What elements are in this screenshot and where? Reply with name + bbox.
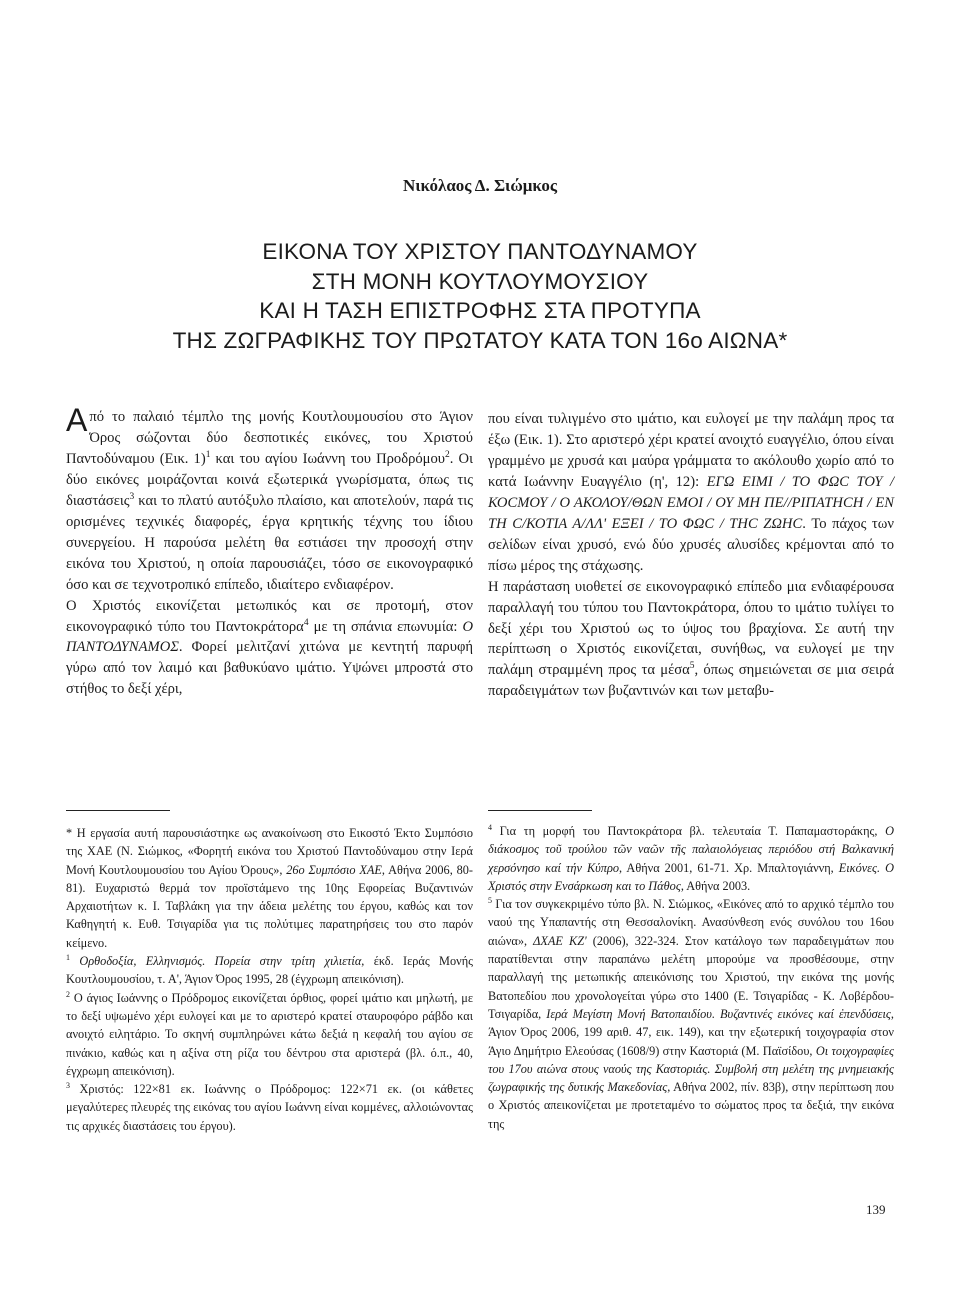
footnotes-right — [488, 822, 894, 1133]
text-run: πό το παλαιό τέμπλο της μονής Κουτλουμουσίου στο Άγιον Όρος σώζονται δύο δεσποτικές εικόνες, του Χριστού Παντοδύναμου (Εικ. 1) — [66, 409, 473, 467]
text-run: , Αθήνα 2003. — [680, 878, 751, 893]
drop-cap: Α — [66, 402, 88, 438]
text-run: . Φορεί μελιτζανί χιτώνα με κεντητή παρυφή γύρω από τον λαιμό και βαθυκύανο ιμάτιο. Υψώνει μπροστά στο στήθος το δεξί χέρι, — [66, 639, 473, 698]
text-run: Εικόνες. Ο Χριστός στην Ενσάρκωση και το Πάθος — [488, 860, 895, 893]
footnote-rule — [66, 810, 170, 811]
epithet: Ο ΠΑΝΤΟΔΥΝΑΜΟΣ — [66, 618, 473, 656]
text-run: ΔΧΑΕ ΚΖ' — [533, 933, 587, 948]
text-run: , Αθήνα 2002, πίν. 83β), στην περίπτωση που ο Χριστός απεικονίζεται με προτεταμένο το σώματος προς τα δεξιά, την εικόνα της — [488, 1080, 894, 1131]
text-run: 26ο Συμπόσιο ΧΑΕ — [286, 862, 382, 877]
paragraph — [66, 402, 473, 596]
footnote — [66, 952, 473, 989]
text-run: * Η εργασία αυτή παρουσιάστηκε ως ανακοίνωση στο Εικοστό Έκτο Συμπόσιο της ΧΑΕ (Ν. Σιώμκος, «Φορητή εικόνα του Χριστού Παντοδύναμου στην Ιερά Μονή Κουτλουμουσίου του Αγίου Όρους», — [66, 826, 473, 877]
text-run: και του αγίου Ιωάννη του Προδρόμου — [210, 450, 446, 467]
footnote-number: 2 — [66, 989, 70, 999]
footnote-number: 1 — [66, 952, 70, 962]
text-run: Ορθοδοξία, Ελληνισμός. Πορεία στην τρίτη χιλιετία — [70, 954, 362, 969]
text-run: , Αθήνα 2006, 80-81). Ευχαριστώ θερμά τον προϊστάμενο της 10ης Εφορείας Βυζαντινών Αρχαιοτήτων κ. Ι. Ταβλάκη για την άδεια μελέτης του έργου, καθώς και τον Καθηγητή κ. Ευθ. Τσιγαρίδα για τις πολύτιμες παρατηρήσεις του στο παρόν κείμενο. — [66, 862, 473, 950]
body-column-left — [66, 402, 473, 700]
title-line: ΕΙΚΟΝΑ ΤΟΥ ΧΡΙΣΤΟΥ ΠΑΝΤΟΔΥΝΑΜΟΥ — [262, 239, 698, 264]
text-run: . Οι δύο εικόνες μοιράζονται κοινά εξωτερικά γνωρίσματα, όπως τις διαστάσεις — [66, 450, 473, 509]
footnote-ref: 3 — [129, 491, 135, 502]
text-run: . Το πάχος των σελίδων είναι χρυσό, ενώ δύο χρυσές αλυσίδες κρέμονται από το πίσω μέρος της στάχωσης. — [488, 515, 895, 574]
article-title — [0, 237, 960, 355]
footnote-number: 5 — [488, 896, 492, 906]
author-name: Νικόλαος Δ. Σιώμκος — [402, 176, 558, 195]
text-run: Ο άγιος Ιωάννης ο Πρόδρομος εικονίζεται όρθιος, φορεί ιμάτιο και μηλωτή, με το δεξί υψωμένο χέρι ευλογεί και με το αριστερό κρατεί σταυροφόρο ράβδο και ανοιχτό ειλητάριο. Το σκηνή συμπληρώνει κάτω δεξιά η κεφαλή του αγίου σε πινάκιο, καθώς και η αξίνα στη ρίζα του δέντρου στα αριστερά (βλ. ό.π., 40, έγχρωμη απεικόνιση). — [66, 990, 473, 1078]
footnote — [66, 1080, 473, 1135]
paragraph — [66, 596, 473, 701]
text-run: Ο Χριστός εικονίζεται μετωπικός και σε προτομή, στον εικονογραφικό τύπο του Παντοκράτορα — [66, 597, 473, 635]
footnote-number: 4 — [488, 822, 492, 832]
footnote-ref: 2 — [445, 450, 450, 461]
text-run: με τη σπάνια επωνυμία: — [308, 618, 463, 635]
footnote — [488, 822, 894, 895]
title-line: ΚΑΙ Η ΤΑΣΗ ΕΠΙΣΤΡΟΦΗΣ ΣΤΑ ΠΡΟΤΥΠΑ — [259, 298, 701, 323]
body-column-right — [488, 409, 894, 702]
footnote — [66, 824, 473, 952]
text-run: Οι τοιχογραφίες του 17ου αιώνα στους ναούς της Καστοριάς. Συμβολή στη μελέτη της μνημειακής ζωγραφικής της δυτικής Μακεδονίας — [488, 1043, 894, 1095]
footnote-ref: 5 — [689, 661, 695, 672]
text-run: , Άγιον Όρος 2006, 199 αριθ. 47, εικ. 149), και την εξωτερική τοιχογραφία στον Άγιο Δημήτριο Ελεούσας (1608/9) στην Καστοριά (Μ. Παϊσίδου, — [488, 1006, 894, 1058]
footnote — [488, 895, 894, 1133]
text-run: (2006), 322-324. Στον κατάλογο των παραδειγμάτων που παρατίθενται στην παραπάνω μελέτη μπορούμε να προσθέσουμε, στην παραλλαγή της μετωπικής απεικόνισης του Χριστού, την εικόνα της μονής Βατοπεδίου που χρονολογείται γύρω στο 1400 (Ε. Τσιγαρίδας - Κ. Λοβέρδου-Τσιγαρίδα, — [488, 933, 895, 1021]
footnote-rule — [488, 810, 592, 811]
footnote-ref: 4 — [303, 617, 309, 628]
text-run: Ο διάκοσμος τοῦ τρούλου τῶν ναῶν τῆς παλαιολόγειας περιόδου στή Βαλκανική χερσόνησο καί τήν Κύπρο — [488, 824, 894, 875]
gospel-inscription: ΕΓΩ ΕΙΜΙ / ΤΟ ΦΩC ΤΟΥ / ΚΟCΜΟΥ / Ο ΑΚΟΛΟΥ/ΘΩΝ ΕΜΟΙ / ΟΥ ΜΗ ΠΕ//ΡΙΠΑΤΗCΗ / ΕΝ ΤΗ C/ΚΟΤΙΑ Α/ΛΛ' ΕΞΕΙ / ΤΟ ΦΩC / ΤΗC ΖΩΗC — [488, 473, 895, 532]
text-run: , όπως σημειώνεται σε μια σειρά παραδειγμάτων των βυζαντινών και των μεταβυ- — [488, 662, 894, 700]
text-run: , έκδ. Ιεράς Μονής Κουτλουμουσίου, τ. Α', Άγιον Όρος 1995, 28 (έγχρωμη απεικόνιση). — [66, 954, 473, 987]
title-line: ΣΤΗ ΜΟΝΗ ΚΟΥΤΛΟΥΜΟΥΣΙΟΥ — [311, 268, 649, 294]
text-run: που είναι τυλιγμένο στο ιμάτιο, και ευλογεί με την παλάμη προς τα έξω (Εικ. 1). Στο αριστερό χέρι κρατεί ανοιχτό ευαγγέλιο, όπου είναι γραμμένο με χρυσά και μαύρα γράμματα το ακόλουθο χωρίο από το κατά Ιωάννην Ευαγγέλιο (η', 12): — [488, 411, 894, 490]
footnote — [66, 989, 473, 1080]
footnote-ref: 1 — [205, 450, 211, 461]
footnotes-left — [66, 824, 473, 1135]
footnote-number: 3 — [66, 1081, 70, 1091]
text-run: Η παράσταση υιοθετεί σε εικονογραφικό επίπεδο μια ενδιαφέρουσα παραλλαγή του τύπου του Παντοκράτορα, όπου το ιμάτιο τυλίγει το δεξί χέρι του Χριστού ως το ύψος του βραχίονα. Σε αυτή την περίπτωση ο Χριστός εικονίζεται, συνήθως, να ευλογεί με την παλάμη στραμμένη προς τα μέσα — [488, 578, 894, 679]
text-run: Για τον συγκεκριμένο τύπο βλ. Ν. Σιώμκος, «Εικόνες από το αρχικό τέμπλο του ναού της Υπαπαντής στη Θεσσαλονίκη. Ανασύνθεση ενός συνόλου του 16ου αιώνα», — [488, 897, 894, 948]
title-line: ΤΗΣ ΖΩΓΡΑΦΙΚΗΣ ΤΟΥ ΠΡΩΤΑΤΟΥ ΚΑΤΑ ΤΟΝ 16ο ΑΙΩΝΑ* — [172, 327, 788, 353]
text-run: και το πλατύ αυτόξυλο πλαίσιο, και αποτελούν, παρά τις ορισμένες τεχνικές διαφορές, έργα κρητικής τέχνης του ίδιου συνεργείου. Η παρούσα μελέτη θα εστιάσει την προσοχή στην εικόνα του Χριστού, η οποία παρουσιάζει, τόσο σε εικονογραφικό όσο και σε τεχνοτροπικό επίπεδο, ιδιαίτερο ενδιαφέρον. — [66, 492, 473, 593]
text-run: Ιερά Μεγίστη Μονή Βατοπαιδίου. Βυζαντινές εικόνες καί ἐπενδύσεις — [546, 1006, 891, 1021]
text-run: Χριστός: 122×81 εκ. Ιωάννης ο Πρόδρομος: 122×71 εκ. (οι κάθετες μεγαλύτερες πλευρές της εικόνας του αγίου Ιωάννη είναι κομμένες, αλλοιώνοντας τις αρχικές διαστάσεις του έργου). — [66, 1082, 473, 1133]
text-run: , Αθήνα 2001, 61-71. Χρ. Μπαλτογιάννη, — [619, 860, 839, 875]
paragraph — [488, 409, 894, 577]
paragraph — [488, 577, 894, 703]
text-run: Για τη μορφή του Παντοκράτορα βλ. τελευταία Τ. Παπαμαστοράκης, — [492, 824, 886, 838]
page-number: 139 — [866, 1202, 886, 1217]
